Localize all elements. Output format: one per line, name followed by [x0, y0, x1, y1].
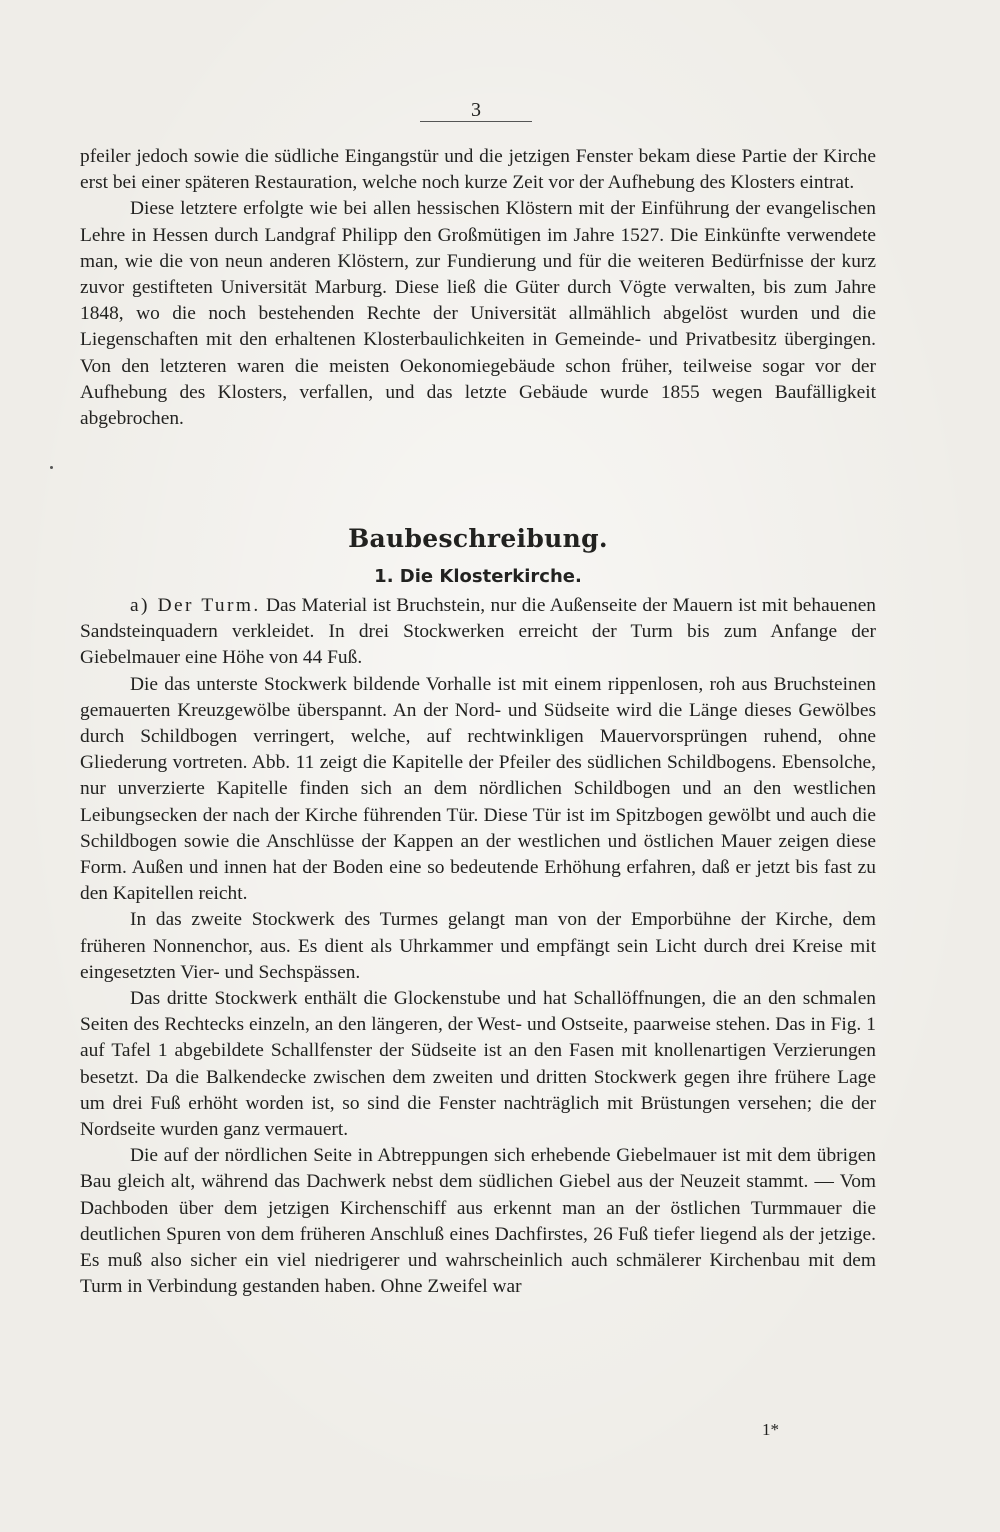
header-rule [420, 121, 532, 122]
signature-mark: 1* [762, 1420, 779, 1439]
paragraph-gable-wall: Die auf der nördlichen Seite in Abtreppungen sich erhebende Giebelmauer ist mit dem übrigen Bau gleich alt, während das Dachwerk nebst dem südlichen Giebel aus der Neuzeit stammt. — Vom Dachboden über dem jetzigen Kirchenschiff aus erkennt man an der östlichen Turmmauer die deutlichen Spuren von dem früheren Anschluß eines Dachfirstes, 26 Fuß tiefer liegend als der jetzige. Es muß also sicher ein viel niedrigerer und wahrscheinlich auch schmälerer Kirchenbau mit dem Turm in Verbindung gestanden haben. Ohne Zweifel war [80, 1145, 876, 1298]
tower-material-text: Das Material ist Bruchstein, nur die Außenseite der Mauern ist mit behauenen Sandsteinquadern verkleidet. In drei Stockwerken erreicht der Turm bis zum Anfange der Giebelmauer eine Höhe von 44 Fuß. [80, 595, 876, 669]
paragraph-dissolution: Diese letztere erfolgte wie bei allen hessischen Klöstern mit der Einführung der evangelischen Lehre in Hessen durch Landgraf Philipp den Großmütigen im Jahre 1527. Die Einkünfte verwendete man, wie die von neun anderen Klöstern, zur Fundierung und für die weiteren Bedürfnisse der kurz zuvor gestifteten Universität Marburg. Diese ließ die Güter durch Vögte verwalten, bis zum Jahre 1848, wo die noch bestehenden Rechte der Universität allmählich abgelöst wurden und die Liegenschaften mit den erhaltenen Klosterbaulichkeiten in Gemeinde- und Privatbesitz übergingen. Von den letzteren waren die meisten Oekonomiegebäude schon früher, teilweise sogar vor der Aufhebung des Klosters, verfallen, und das letzte Gebäude wurde 1855 wegen Baufälligkeit abgebrochen. [80, 198, 876, 430]
subsection-heading: 1. Die Klosterkirche. [374, 566, 582, 587]
paragraph-lower-storey: Die das unterste Stockwerk bildende Vorhalle ist mit einem rippenlosen, roh aus Bruchsteinen gemauerten Kreuzgewölbe überspannt. An der Nord- und Südseite wird die Länge dieses Gewölbes durch Schildbogen verringert, welche, auf rechtwinkligen Mauervorsprüngen ruhend, ohne Gliederung vortreten. Abb. 11 zeigt die Kapitelle der Pfeiler des südlichen Schildbogens. Ebensolche, nur unverzierte Kapitelle finden sich an dem nördlichen Schildbogen und an den westlichen Leibungsecken der nach der Kirche führenden Tür. Diese Tür ist im Spitzbogen gewölbt und auch die Schildbogen sowie die Anschlüsse der Kappen an der westlichen und östlichen Mauer zeigen diese Form. Außen und innen hat der Boden eine so bedeutende Erhöhung erfahren, daß er jetzt bis fast zu den Kapitellen reicht. [80, 673, 876, 905]
text-block-history [80, 144, 876, 432]
paragraph-third-storey: Das dritte Stockwerk enthält die Glockenstube und hat Schallöffnungen, die an den schmalen Seiten des Rechtecks einzeln, an den längeren, der West- und Ostseite, paarweise stehen. Das in Fig. 1 auf Tafel 1 abgebildete Schallfenster der Südseite ist an den Fasen mit knollenartigen Verzierungen besetzt. Da die Balkendecke zwischen dem zweiten und dritten Stockwerk gegen ihre frühere Lage um drei Fuß erhöht worden ist, so sind die Fenster nachträglich mit Brüstungen versehen; die der Nordseite wurden ganz vermauert. [80, 988, 876, 1141]
paper-speck [50, 466, 53, 469]
page-number: 3 [471, 99, 481, 121]
paragraph-continuation: pfeiler jedoch sowie die südliche Eingangstür und die jetzigen Fenster bekam diese Partie der Kirche erst bei einer späteren Restauration, welche noch kurze Zeit vor der Aufhebung des Klosters eintrat. [80, 146, 876, 194]
tower-label: a) Der Turm. [130, 595, 261, 616]
paragraph-tower-material [80, 593, 876, 672]
section-heading: Baubeschreibung. [348, 524, 608, 553]
text-block-description [80, 593, 876, 1300]
paragraph-second-storey: In das zweite Stockwerk des Turmes gelangt man von der Emporbühne der Kirche, dem früheren Nonnenchor, aus. Es dient als Uhrkammer und empfängt sein Licht durch drei Kreise mit eingesetzten Vier- und Sechspässen. [80, 909, 876, 983]
page-header [420, 100, 532, 122]
